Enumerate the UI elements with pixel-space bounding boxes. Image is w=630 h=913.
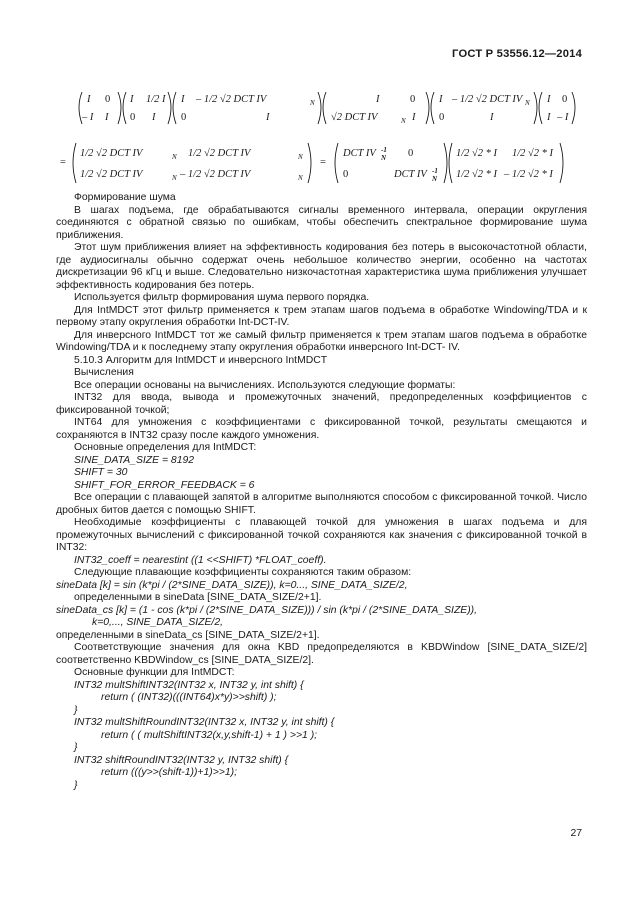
m1-d: I	[105, 112, 109, 123]
m4-c: √2 DCT IV	[331, 112, 378, 123]
paragraph: В шагах подъема, где обрабатываются сигналы временного интервала, операции округления соединяются с обратной связью по ошибкам, чтобы обеспечить спектральное формирование шума приближения.	[56, 204, 587, 241]
m3-b: – 1/2 √2 DCT IV	[196, 94, 267, 105]
paragraph: 5.10.3 Алгоритм для IntMDCT и инверсного IntMDCT	[74, 354, 328, 366]
paragraph: INT32_coeff = nearestint ((1 <<SHIFT) *FLOAT_coeff).	[74, 554, 327, 566]
paragraph: return (((y>>(shift-1))+1)>>1);	[101, 767, 237, 778]
paragraph: SHIFT_FOR_ERROR_FEEDBACK = 6	[74, 479, 255, 491]
m2-d: I	[152, 112, 156, 123]
page-number: 27	[570, 828, 582, 839]
a-11-sub: N	[172, 153, 177, 161]
paragraph: return ( (INT32)(((INT64)x*y)>>shift) );	[101, 692, 277, 703]
paragraph: Используется фильтр формирования шума первого порядка.	[74, 292, 370, 303]
paragraph: return ( ( multShiftINT32(x,y,shift-1) + 1 ) >>1 );	[101, 729, 318, 741]
m2-a: I	[130, 94, 134, 105]
m1-a: I	[87, 94, 91, 105]
b-21: 0	[343, 169, 349, 180]
c-11: 1/2 √2 * I	[456, 148, 498, 159]
eq-2: =	[320, 157, 326, 168]
paragraph: SHIFT = 30	[74, 467, 128, 478]
paragraph: Следующие плавающие коэффициенты сохраняются таким образом:	[74, 567, 412, 578]
paragraph: Все операции с плавающей запятой в алгоритме выполняются способом с фиксированной точкой. Число дробных битов дается с помощью SHIFT.	[56, 492, 587, 516]
m6-a: I	[547, 94, 551, 105]
paragraph: Для IntMDCT этот фильтр применяется к трем этапам шагов подъема в обработке Windowing/TDA и к первому этапу округления обработки Int-DCT-IV.	[56, 304, 587, 328]
formula-matrix-product	[60, 86, 580, 130]
formula-result	[60, 137, 580, 189]
document-header: ГОСТ Р 53556.12—2014	[452, 48, 582, 60]
a-21-sub: N	[172, 174, 177, 182]
m5-c: 0	[439, 112, 445, 123]
paragraph: Формирование шума	[74, 192, 176, 203]
paragraph: INT32 для ввода, вывода и промежуточных значений, предопределенных коэффициентов с фиксированной точкой;	[56, 392, 587, 416]
a-22-sub: N	[298, 174, 303, 182]
paragraph: }	[74, 742, 78, 753]
m1-b: 0	[105, 94, 111, 105]
paragraph: INT32 multShiftRoundINT32(INT32 x, INT32 y, int shift) {	[74, 717, 335, 728]
m4-d: I	[412, 112, 416, 123]
m3-sub: N	[310, 99, 315, 107]
c-12: 1/2 √2 * I	[512, 148, 554, 159]
m1-c: – I	[82, 112, 94, 123]
b-11-sup: -1	[381, 146, 387, 154]
paragraph: Основные функции для IntMDCT:	[74, 667, 235, 678]
paragraph: определенными в sineData [SINE_DATA_SIZE/2+1].	[74, 592, 322, 603]
b-11: DCT IV	[343, 148, 376, 159]
m5-b: – 1/2 √2 DCT IV	[452, 94, 523, 105]
a-11: 1/2 √2 DCT IV	[80, 148, 143, 159]
paragraph: SINE_DATA_SIZE = 8192	[74, 454, 195, 466]
m4-b: 0	[410, 94, 416, 105]
body-text	[56, 192, 587, 792]
paragraph: }	[74, 704, 78, 716]
m6-b: 0	[562, 94, 568, 105]
formula-1-svg	[60, 86, 580, 130]
m3-c: 0	[181, 112, 187, 123]
c-21: 1/2 √2 * I	[456, 169, 498, 180]
formula-2-svg	[60, 137, 580, 189]
m5-a: I	[439, 94, 443, 105]
eq-1: =	[60, 157, 66, 168]
paragraph: INT64 для умножения с коэффициентами с фиксированной точкой, результаты смещаются и сохраняются в INT32 сразу после каждого умножения.	[56, 417, 587, 441]
a-12-sub: N	[298, 153, 303, 161]
m3-a: I	[181, 94, 185, 105]
a-22: – 1/2 √2 DCT IV	[180, 169, 251, 180]
m5-sub: N	[525, 99, 530, 107]
m6-d: – I	[557, 112, 569, 123]
m4-sub: N	[401, 117, 406, 125]
m4-a: I	[376, 94, 380, 105]
b-22-sup: -1	[432, 167, 438, 175]
paragraph: Все операции основаны на вычислениях. Используются следующие форматы:	[74, 379, 456, 391]
paragraph: }	[74, 779, 78, 791]
paragraph: Необходимые коэффициенты с плавающей точкой для умножения в шагах подъема и для промежуточных вычислений с фиксированной точкой сохраняются как значения с фиксированной точкой в INT32:	[56, 517, 587, 553]
c-22: – 1/2 √2 * I	[504, 169, 553, 180]
b-22: DCT IV	[394, 169, 427, 180]
paragraph: INT32 shiftRoundINT32(INT32 y, INT32 shift) {	[74, 754, 289, 766]
paragraph: sineData_cs [k] = (1 - cos (k*pi / (2*SINE_DATA_SIZE))) / sin (k*pi / (2*SINE_DATA_SIZE)),	[56, 604, 478, 616]
a-21: 1/2 √2 DCT IV	[80, 169, 143, 180]
paragraph: INT32 multShiftINT32(INT32 x, INT32 y, int shift) {	[74, 679, 304, 691]
m2-c: 0	[130, 112, 136, 123]
m2-b: 1/2 I	[146, 94, 166, 105]
paragraph: k=0,..., SINE_DATA_SIZE/2,	[92, 617, 223, 628]
paragraph: Основные определения для IntMDCT:	[74, 442, 257, 453]
m3-d: I	[266, 112, 270, 123]
paragraph: sineData [k] = sin (k*pi / (2*SINE_DATA_SIZE)), k=0..., SINE_DATA_SIZE/2,	[56, 579, 408, 591]
paragraph: Для инверсного IntMDCT тот же самый фильтр применяется к трем этапам шагов подъема в обработке Windowing/TDA и к последнему этапу округления обработки инверсного Int-DCT- IV.	[56, 329, 587, 353]
paragraph: определенными в sineData_cs [SINE_DATA_SIZE/2+1].	[56, 629, 320, 641]
a-12: 1/2 √2 DCT IV	[188, 148, 251, 159]
paragraph: Этот шум приближения влияет на эффективность кодирования без потерь в высокочастотной области, где аудиосигналы обычно содержат очень небольшое количество энергии, особенно на частотах дискретизации 96 кГц и выше. Следовательно низкочастотная характеристика шума приближения улучшает эффективность кодирования без потерь.	[56, 242, 587, 291]
b-22-sub: N	[432, 175, 438, 183]
m5-d: I	[490, 112, 494, 123]
paragraph: Соответствующие значения для окна KBD предопределяются в KBDWindow [SINE_DATA_SIZE/2] соответственно KBDWindow_cs [SINE_DATA_SIZE/2].	[56, 642, 587, 666]
paragraph: Вычисления	[74, 367, 134, 378]
m6-c: I	[547, 112, 551, 123]
b-11-sub: N	[381, 154, 387, 162]
b-12: 0	[408, 148, 414, 159]
